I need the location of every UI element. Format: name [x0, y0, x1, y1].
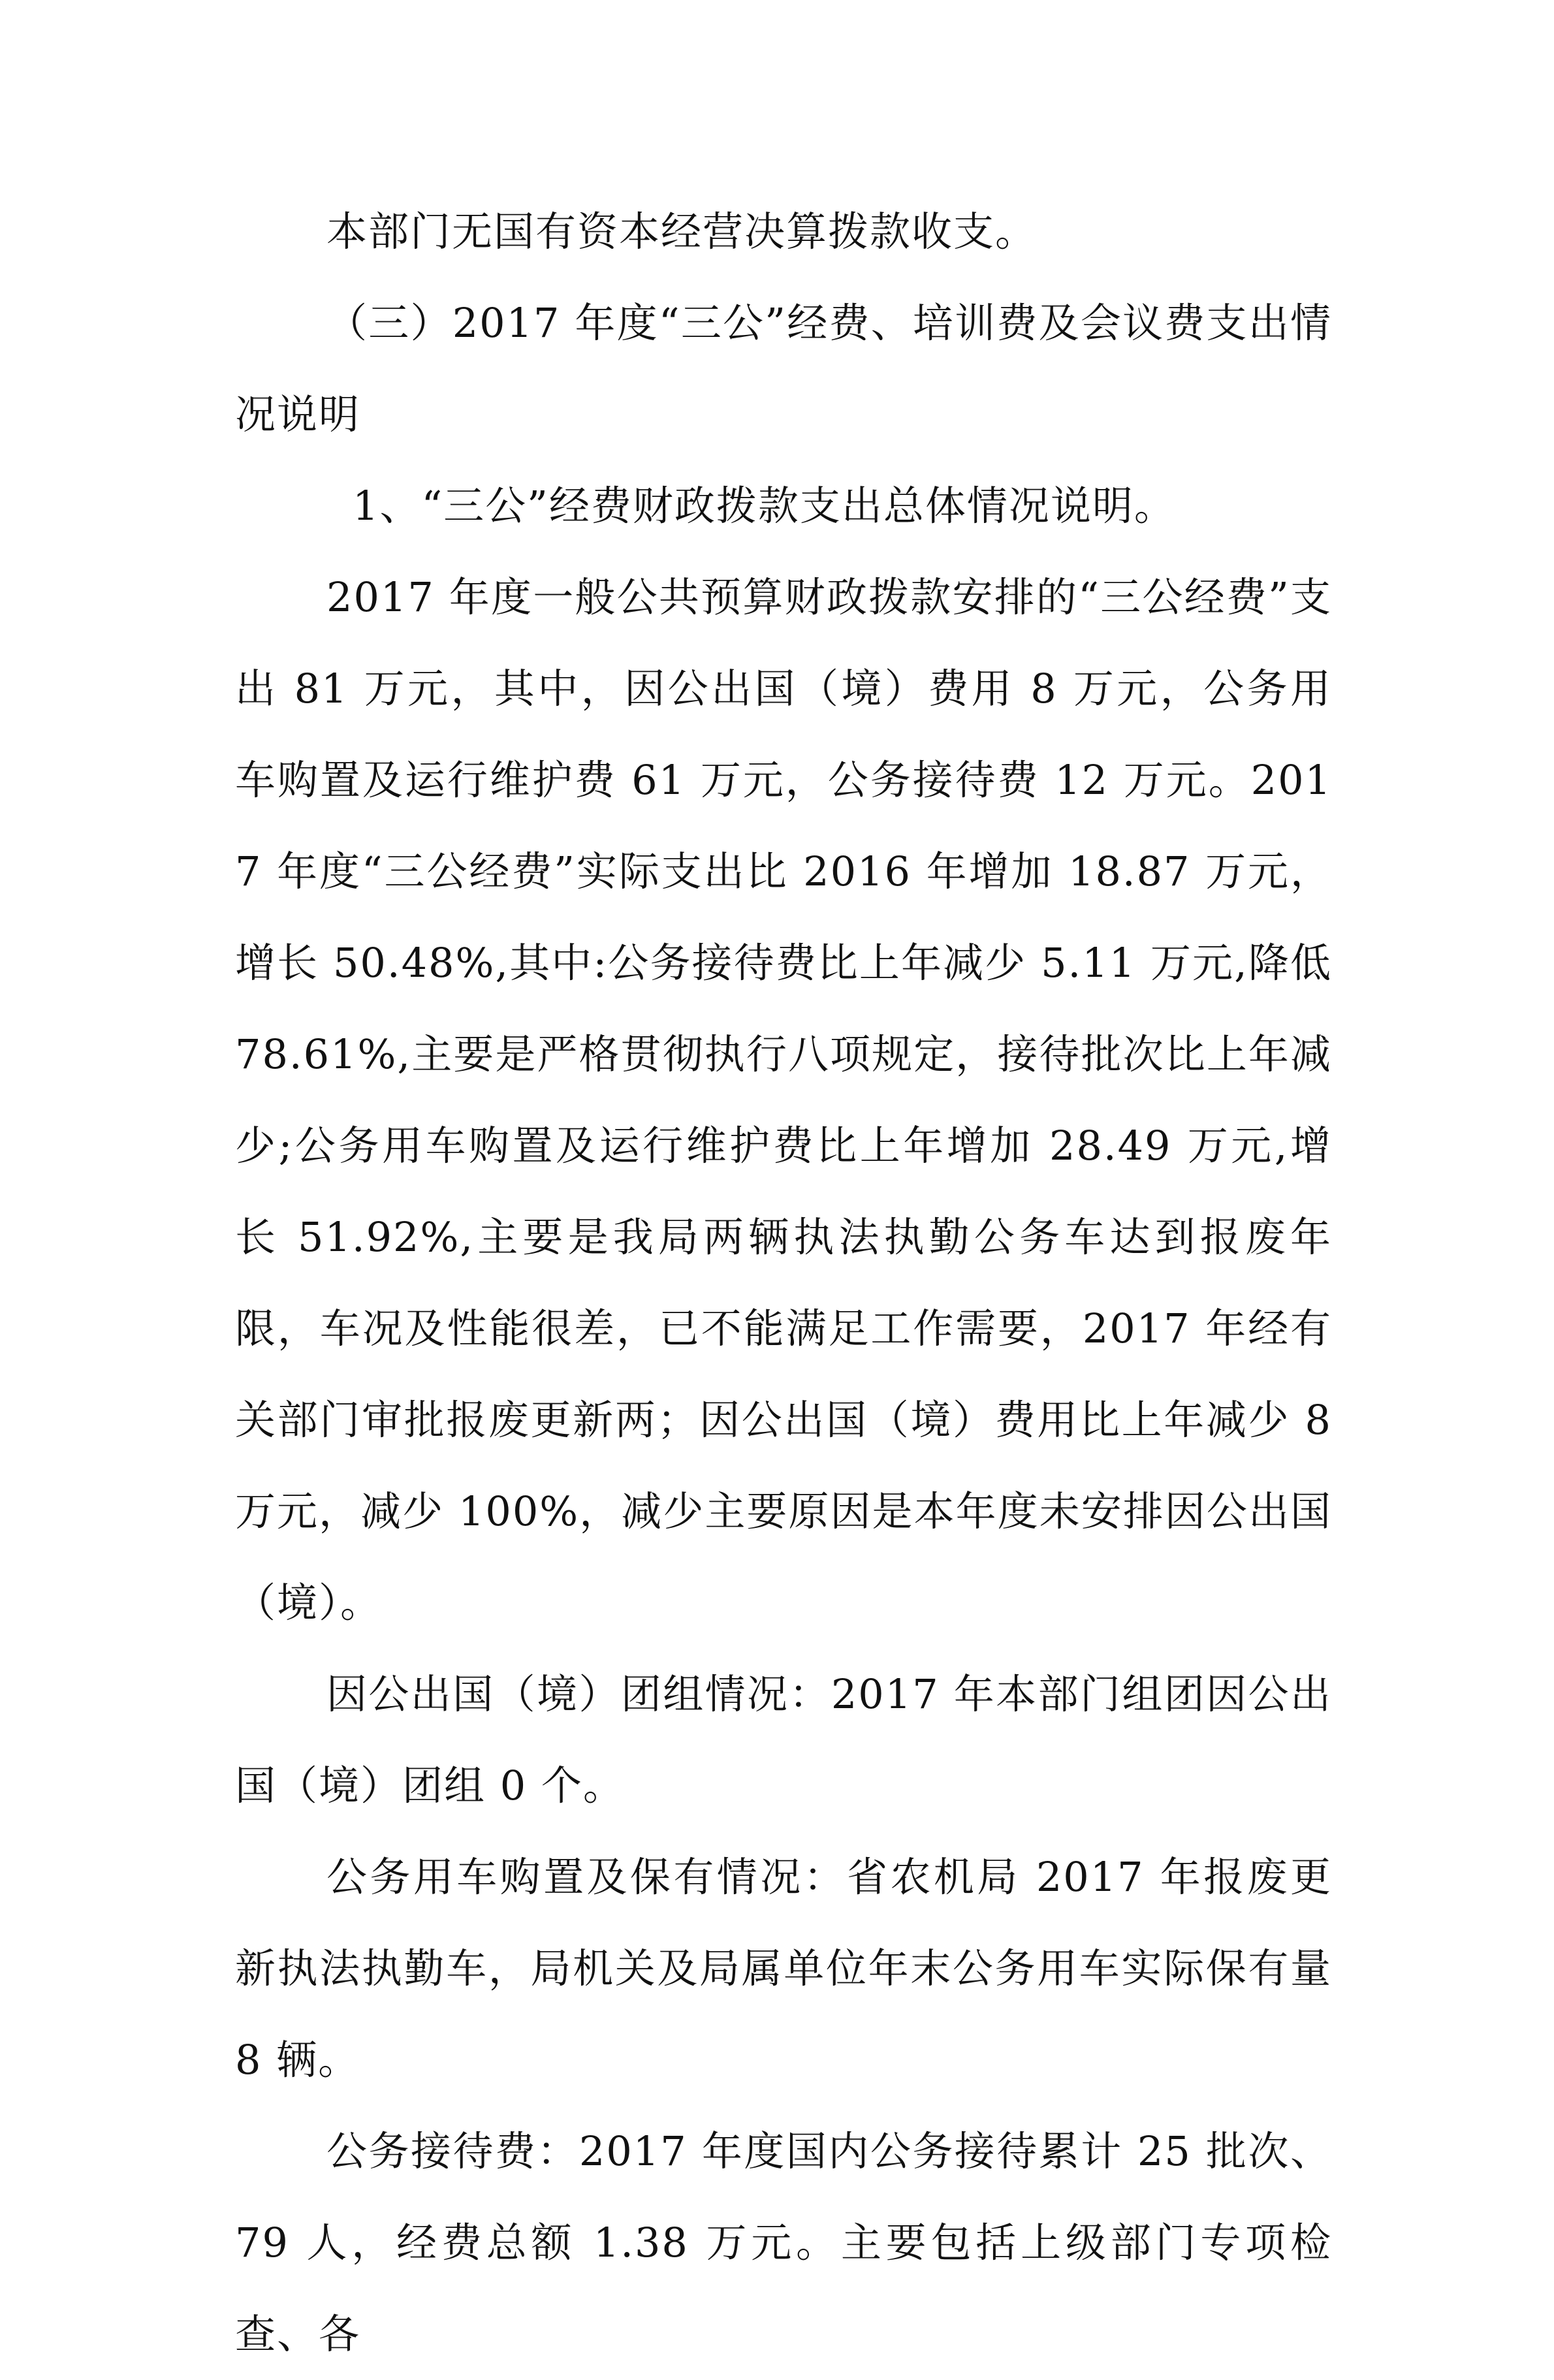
paragraph-expenditure-details: 2017 年度一般公共预算财政拨款安排的“三公经费”支出 81 万元，其中，因公出国（境）费用 8 万元，公务用车购置及运行维护费 61 万元，公务接待费 12 万元。2017 年度“三公经费”实际支出比 2016 年增加 18.87 万元，增长 50.48%,其中:公务接待费比上年减少 5.11 万元,降低 78.61%,主要是严格贯彻执行八项规定，接待批次比上年减少;公务用车购置及运行维护费比上年增加 28.49 万元,增长 51.92%,主要是我局两辆执法执勤公务车达到报废年限，车况及性能很差，已不能满足工作需要，2017 年经有关部门审批报废更新两；因公出国（境）费用比上年减少 8 万元，减少 100%，减少主要原因是本年度未安排因公出国（境）。: [235, 573, 1332, 1626]
section-heading-three-public: （三）2017 年度“三公”经费、培训费及会议费支出情况说明: [235, 299, 1332, 438]
paragraph-no-state-capital: 本部门无国有资本经营决算拨款收支。: [326, 208, 1038, 255]
document-body: [235, 186, 1332, 2380]
paragraph-official-vehicles: 公务用车购置及保有情况：省农机局 2017 年报废更新执法执勤车，局机关及局属单位年末公务用车实际保有量 8 辆。: [235, 1853, 1332, 2084]
subheading-overall-situation: 1、“三公”经费财政拨款支出总体情况说明。: [353, 482, 1176, 530]
paragraph-reception-expenses: 公务接待费：2017 年度国内公务接待累计 25 批次、79 人，经费总额 1.38 万元。主要包括上级部门专项检查、各: [235, 2127, 1332, 2358]
paragraph-overseas-groups: 因公出国（境）团组情况：2017 年本部门组团因公出国（境）团组 0 个。: [235, 1670, 1332, 1809]
